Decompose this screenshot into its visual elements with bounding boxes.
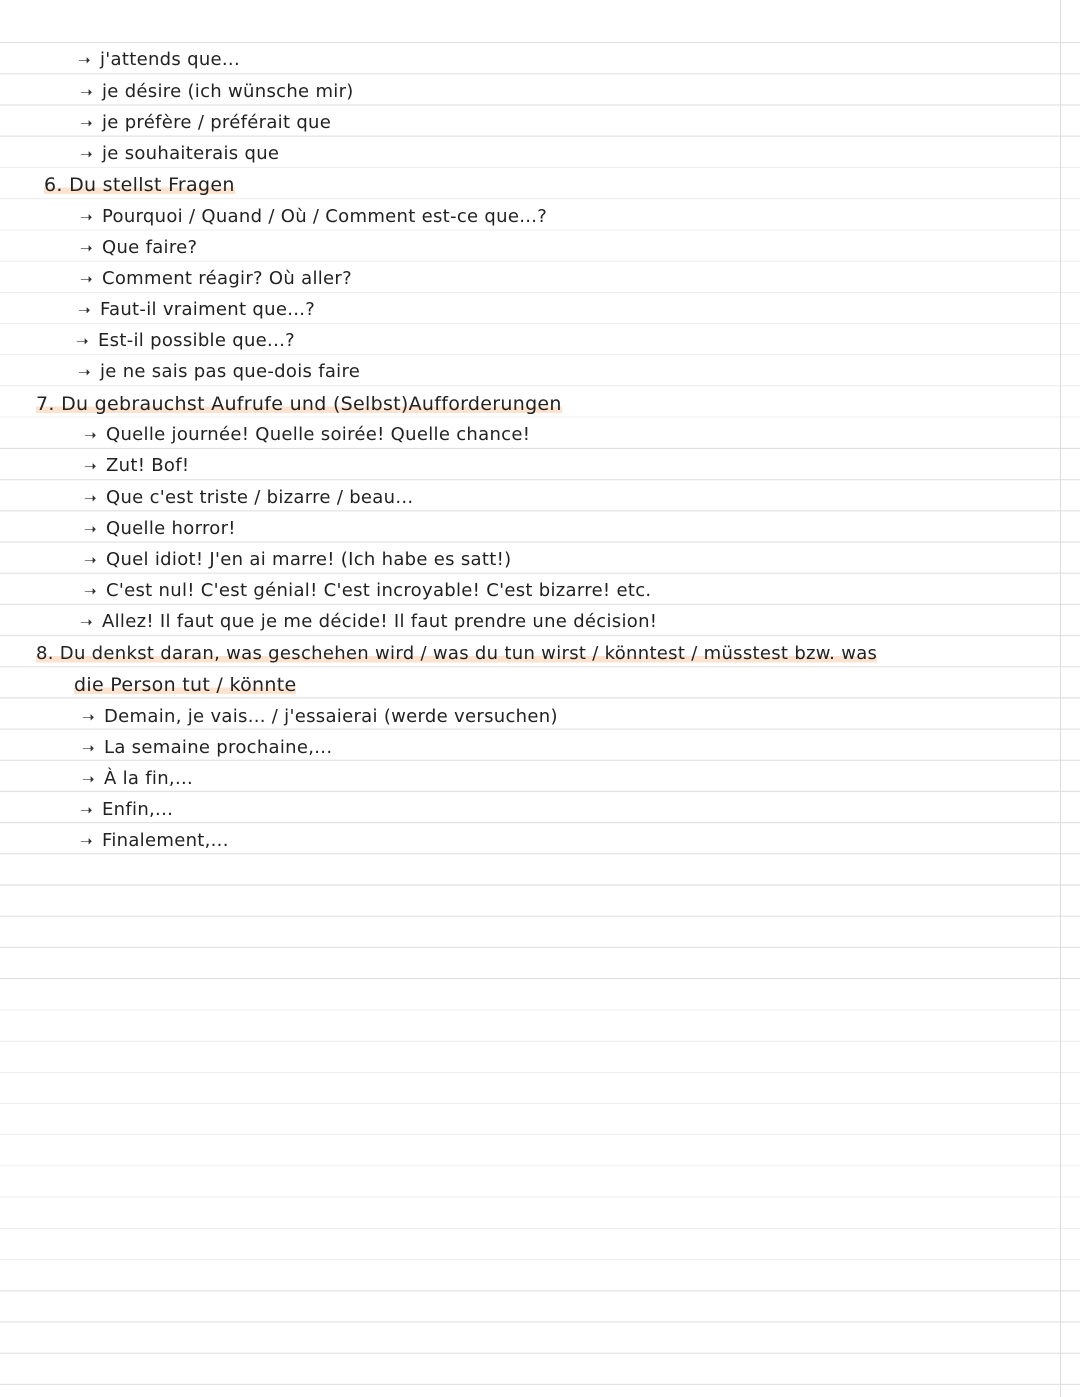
list-item: ➝ Quelle journée! Quelle soirée! Quelle chance!: [84, 424, 531, 445]
list-item: ➝ Allez! Il faut que je me décide! Il faut prendre une décision!: [80, 611, 658, 632]
list-item: ➝ C'est nul! C'est génial! C'est incroyable! C'est bizarre! etc.: [84, 580, 652, 601]
arrow-right-icon: ➝: [80, 208, 93, 226]
arrow-right-icon: ➝: [80, 613, 93, 631]
list-item: ➝ À la fin,...: [82, 768, 194, 789]
list-item: ➝ Que faire?: [80, 237, 198, 258]
list-item: ➝ je ne sais pas que-dois faire: [78, 361, 361, 382]
list-item: ➝ Faut-il vraiment que...?: [78, 299, 316, 320]
arrow-right-icon: ➝: [82, 770, 95, 788]
arrow-right-icon: ➝: [78, 363, 91, 381]
list-item: ➝ Comment réagir? Où aller?: [80, 268, 352, 289]
arrow-right-icon: ➝: [82, 708, 95, 726]
list-item: ➝ je préfère / préférait que: [80, 112, 332, 133]
arrow-right-icon: ➝: [80, 832, 93, 850]
section-heading-8-continued: die Person tut / könnte: [74, 674, 297, 696]
arrow-right-icon: ➝: [80, 145, 93, 163]
section-heading-8: 8. Du denkst daran, was geschehen wird / was du tun wirst / könntest / müsstest bzw. was: [36, 643, 878, 664]
arrow-right-icon: ➝: [78, 301, 91, 319]
arrow-right-icon: ➝: [84, 489, 97, 507]
section-heading-7: 7. Du gebrauchst Aufrufe und (Selbst)Aufforderungen: [36, 393, 562, 415]
list-item: ➝ Finalement,...: [80, 830, 229, 851]
list-item: ➝ je souhaiterais que: [80, 143, 280, 164]
arrow-right-icon: ➝: [80, 270, 93, 288]
list-item: ➝ Pourquoi / Quand / Où / Comment est-ce que...?: [80, 206, 548, 227]
list-item: ➝ Que c'est triste / bizarre / beau...: [84, 487, 414, 508]
list-item: ➝ Quelle horror!: [84, 518, 236, 539]
list-item: ➝ Zut! Bof!: [84, 455, 190, 476]
arrow-right-icon: ➝: [84, 426, 97, 444]
arrow-right-icon: ➝: [84, 582, 97, 600]
list-item: ➝ La semaine prochaine,...: [82, 737, 333, 758]
arrow-right-icon: ➝: [80, 239, 93, 257]
list-item: ➝ je désire (ich wünsche mir): [80, 81, 354, 102]
arrow-right-icon: ➝: [80, 801, 93, 819]
arrow-right-icon: ➝: [84, 520, 97, 538]
arrow-right-icon: ➝: [84, 457, 97, 475]
arrow-right-icon: ➝: [78, 51, 91, 69]
arrow-right-icon: ➝: [80, 83, 93, 101]
arrow-right-icon: ➝: [80, 114, 93, 132]
arrow-right-icon: ➝: [76, 332, 89, 350]
section-heading-6: 6. Du stellst Fragen: [44, 174, 235, 196]
list-item: ➝ Est-il possible que...?: [76, 330, 295, 351]
arrow-right-icon: ➝: [84, 551, 97, 569]
arrow-right-icon: ➝: [82, 739, 95, 757]
list-item: ➝ Enfin,...: [80, 799, 174, 820]
list-item: ➝ j'attends que...: [78, 49, 240, 70]
list-item: ➝ Quel idiot! J'en ai marre! (Ich habe es satt!): [84, 549, 512, 570]
page-edge-rule: [1060, 0, 1061, 1397]
list-item: ➝ Demain, je vais... / j'essaierai (werde versuchen): [82, 706, 558, 727]
